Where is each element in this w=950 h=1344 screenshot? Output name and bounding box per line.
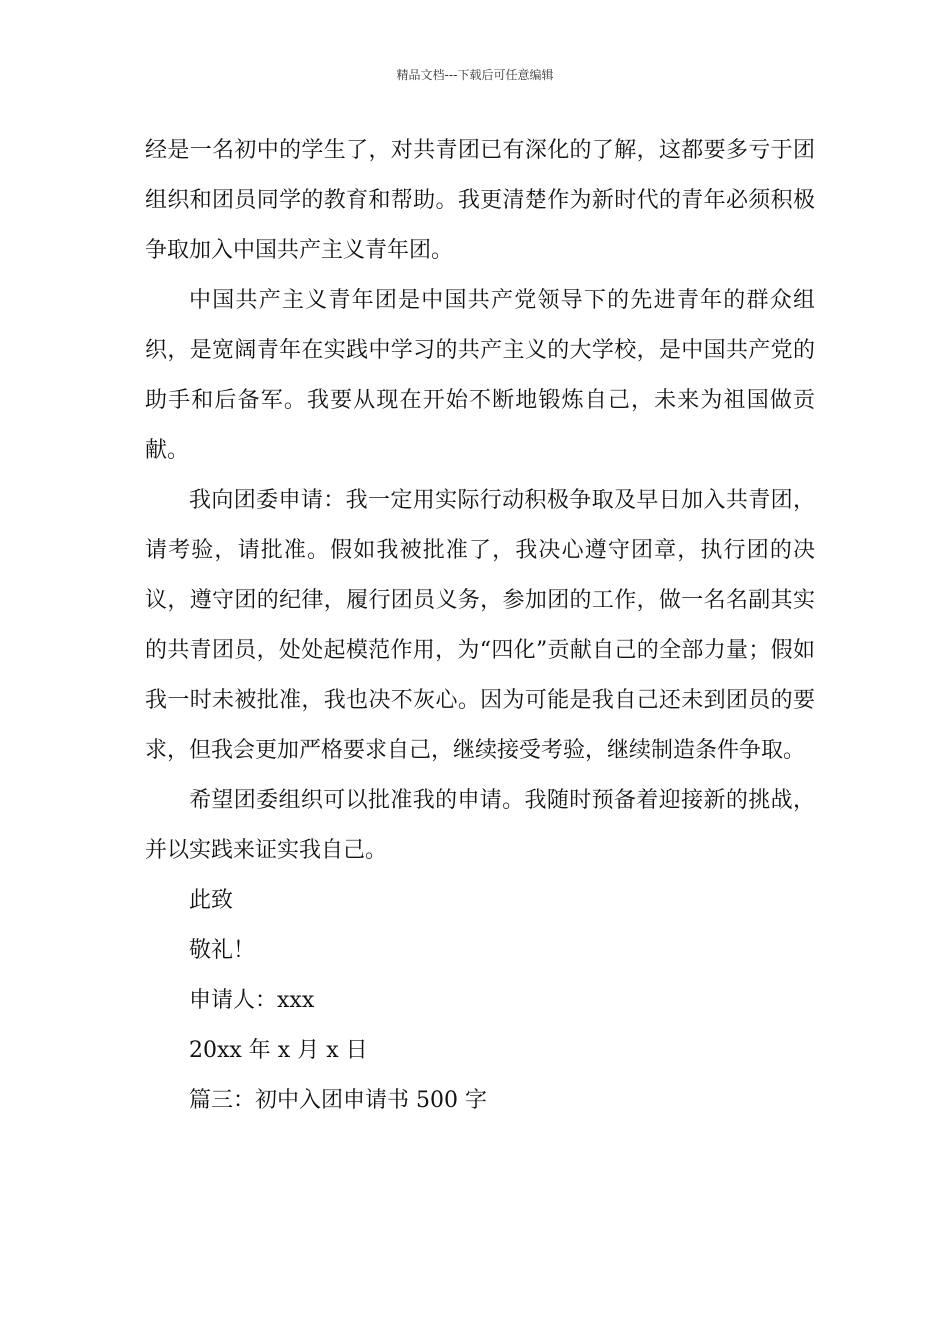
closing-salutation: 此致 [189,888,234,913]
paragraph-league-intro: 中国共产主义青年团是中国共产党领导下的先进青年的群众组织，是宽阔青年在实践中学习的共产主义的大学校，是中国共产党的助手和后备军。我要从现在开始不断地锻炼自己，未来为祖国做贡献。 [145,288,815,463]
paragraph-hope: 希望团委组织可以批准我的申请。我随时预备着迎接新的挑战，并以实践来证实我自己。 [145,788,815,863]
page-header: 精品文档---下载后可任意编辑 [396,68,554,82]
next-section-title: 篇三：初中入团申请书 500 字 [189,1088,487,1113]
paragraph-application: 我向团委申请：我一定用实际行动积极争取及早日加入共青团，请考验，请批准。假如我被批准了，我决心遵守团章，执行团的决议，遵守团的纪律，履行团员义务，参加团的工作，做一名名副其实的共青团员，处处起模范作用，为“四化”贡献自己的全部力量；假如我一时未被批准，我也决不灰心。因为可能是我自己还未到团员的要求，但我会更加严格要求自己，继续接受考验，继续制造条件争取。 [145,488,815,763]
paragraph-continued: 经是一名初中的学生了，对共青团已有深化的了解，这都要多亏于团组织和团员同学的教育和帮助。我更清楚作为新时代的青年必须积极争取加入中国共产主义青年团。 [145,138,815,263]
closing-respect: 敬礼！ [189,938,256,963]
date-line: 20xx 年 x 月 x 日 [189,1038,368,1063]
document-body [145,126,815,1126]
applicant-line: 申请人：xxx [189,988,315,1013]
